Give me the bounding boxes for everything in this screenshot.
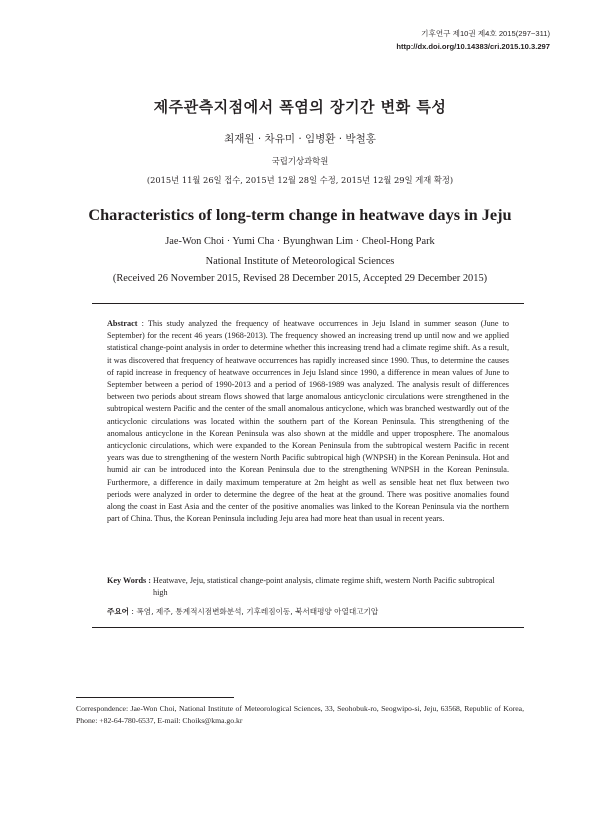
korean-keywords-text: 폭염, 제주, 통계적시점변화분석, 기후레짐이동, 북서태평양 아열대고기압 [136,607,379,616]
english-authors: Jae-Won Choi · Yumi Cha · Byunghwan Lim · Cheol-Hong Park [165,236,435,247]
korean-received-dates: (2015년 11월 26일 접수, 2015년 12월 28일 수정, 2015년 12월 29일 게재 확정) [146,175,454,185]
footnote-divider [76,697,234,698]
journal-header [396,27,550,53]
korean-keywords-label: 주요어 [107,607,130,616]
abstract-block [107,318,509,525]
korean-keywords-separator: : [129,607,137,616]
keywords-separator: : [146,576,154,585]
abstract-label: Abstract [107,319,138,328]
abstract-separator: : [137,319,148,328]
correspondence-footnote: Correspondence: Jae-Won Choi, National Institute of Meteorological Sciences, 33, Seohobuk-ro, Seogwipo-si, Jeju, 63568, Republic of Korea, Phone: +82-64-780-6537, E-mail: Choiks@kma.go.kr [76,704,524,725]
korean-authors: 최재원 · 차유미 · 임병환 · 박철홍 [224,133,376,145]
abstract-top-divider [92,303,524,304]
doi-link[interactable]: http://dx.doi.org/10.14383/cri.2015.10.3.297 [396,42,550,51]
korean-title: 제주관측지점에서 폭염의 장기간 변화 특성 [153,98,447,116]
english-title: Characteristics of long-term change in heatwave days in Jeju [88,205,512,224]
abstract-text: This study analyzed the frequency of heatwave occurrences in Jeju Island in summer season (June to September) for the recent 46 years (1968-2013). The frequency showed an increasing trend up until now and we applied statistical change-point analysis in order to determine whether this increasing trend had a climate regime shift. As a result, it was discovered that frequency of heatwave occurrences has rapidly increased since 1990. Thus, to determine the causes of rapid increase in frequency of heatwave occurrences in Jeju Island since 1990, a difference in mean values of June to September between a period of 1990-2013 and a period of 1968-1989 was analyzed. The analysis result of differences between two periods about stream flows showed that large anomalous anticyclonic circulations were strengthened in the subtropical western Pacific and the center of the small anomalous anticyclone, which was branched westwardly out of the anticyclonic circulations was located within the southern part of the Korean Peninsula. This strengthening of the anomalous anticyclone in the Korean Peninsula was also shown at the middle and upper troposphere. The anomalous anticyclonic circulations, which were expanded to the Korean Peninsula from the subtropical western Pacific in recent years was due to strengthening of the western North Pacific subtropical high (WNPSH) in the Korean Peninsula. Hot and humid air can be introduced into the Korean Peninsula due to the strengthening WNPSH in the Korean Peninsula. Furthermore, a difference in daily maximum temperature at 2m height as well as sensible heat net flux between two periods were analyzed in order to determine the degree of the heat at the ground. There was positive anomalies found along the coast in East Asia and the center of the positive anomalies was linked to the Korean Peninsula via the northern part of China. Thus, the Korean Peninsula including Jeju area had more heat than usual in recent years. [107,319,509,524]
korean-keywords-block [107,606,509,618]
keywords-block [107,575,509,599]
keywords-text: Heatwave, Jeju, statistical change-point analysis, climate regime shift, western North Pacific subtropical high [153,576,495,598]
keywords-label [107,575,153,587]
english-received-dates: (Received 26 November 2015, Revised 28 December 2015, Accepted 29 December 2015) [112,273,488,284]
english-affiliation: National Institute of Meteorological Sciences [205,256,395,267]
journal-volume-line: 기후연구 제10권 제4호 2015(297~311) [421,29,550,38]
korean-affiliation: 국립기상과학원 [271,156,329,166]
abstract-bottom-divider [92,627,524,628]
keywords-label-text: Key Words [107,576,147,585]
